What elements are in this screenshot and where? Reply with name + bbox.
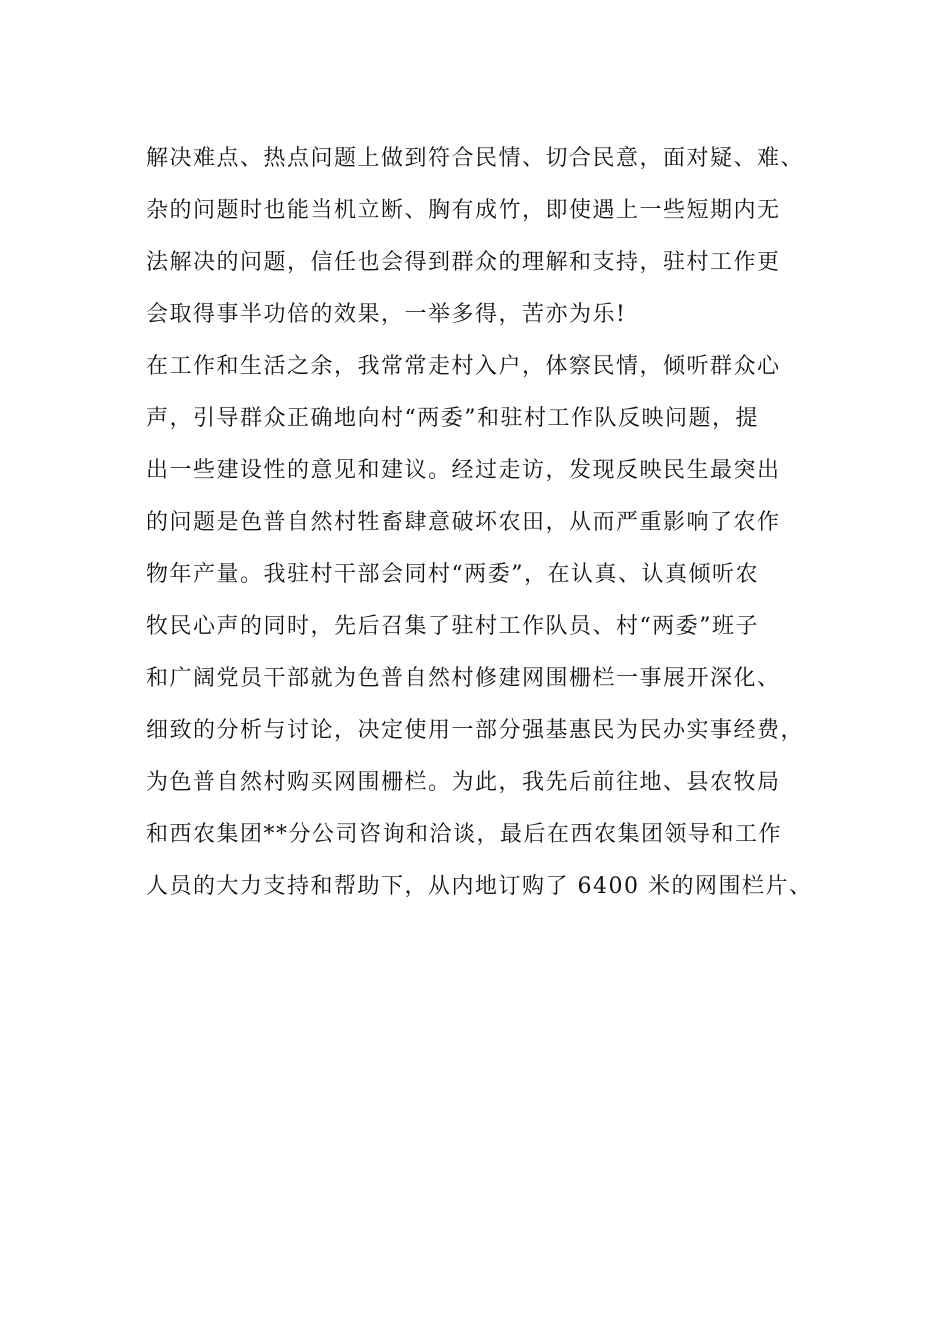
text-line: 法解决的问题，信任也会得到群众的理解和支持，驻村工作更 [146,250,781,275]
text-line: 声，引导群众正确地向村“两委”和驻村工作队反映问题，提 [146,406,759,431]
text-line: 出一些建设性的意见和建议。经过走访，发现反映民生最突出 [146,458,781,483]
text-line: 人员的大力支持和帮助下，从内地订购了 6400 米的网围栏片、 [146,874,813,899]
text-line: 解决难点、热点问题上做到符合民情、切合民意，面对疑、难、 [146,146,805,171]
body-text [146,133,826,913]
text-line: 细致的分析与讨论，决定使用一部分强基惠民为民办实事经费， [146,718,805,743]
text-line: 物年产量。我驻村干部会同村“两委”，在认真、认真倾听农 [146,562,759,587]
text-line: 的问题是色普自然村牲畜肆意破坏农田，从而严重影响了农作 [146,510,781,535]
text-line: 会取得事半功倍的效果，一举多得，苦亦为乐! [146,302,627,327]
text-line: 杂的问题时也能当机立断、胸有成竹，即使遇上一些短期内无 [146,198,781,223]
text-line: 和西农集团**分公司咨询和洽谈，最后在西农集团领导和工作 [146,822,783,847]
text-line: 牧民心声的同时，先后召集了驻村工作队员、村“两委”班子 [146,614,759,639]
text-line: 为色普自然村购买网围栅栏。为此，我先后前往地、县农牧局 [146,770,781,795]
text-line: 和广阔党员干部就为色普自然村修建网围栅栏一事展开深化、 [146,666,781,691]
text-line: 在工作和生活之余，我常常走村入户，体察民情，倾听群众心 [146,354,781,379]
